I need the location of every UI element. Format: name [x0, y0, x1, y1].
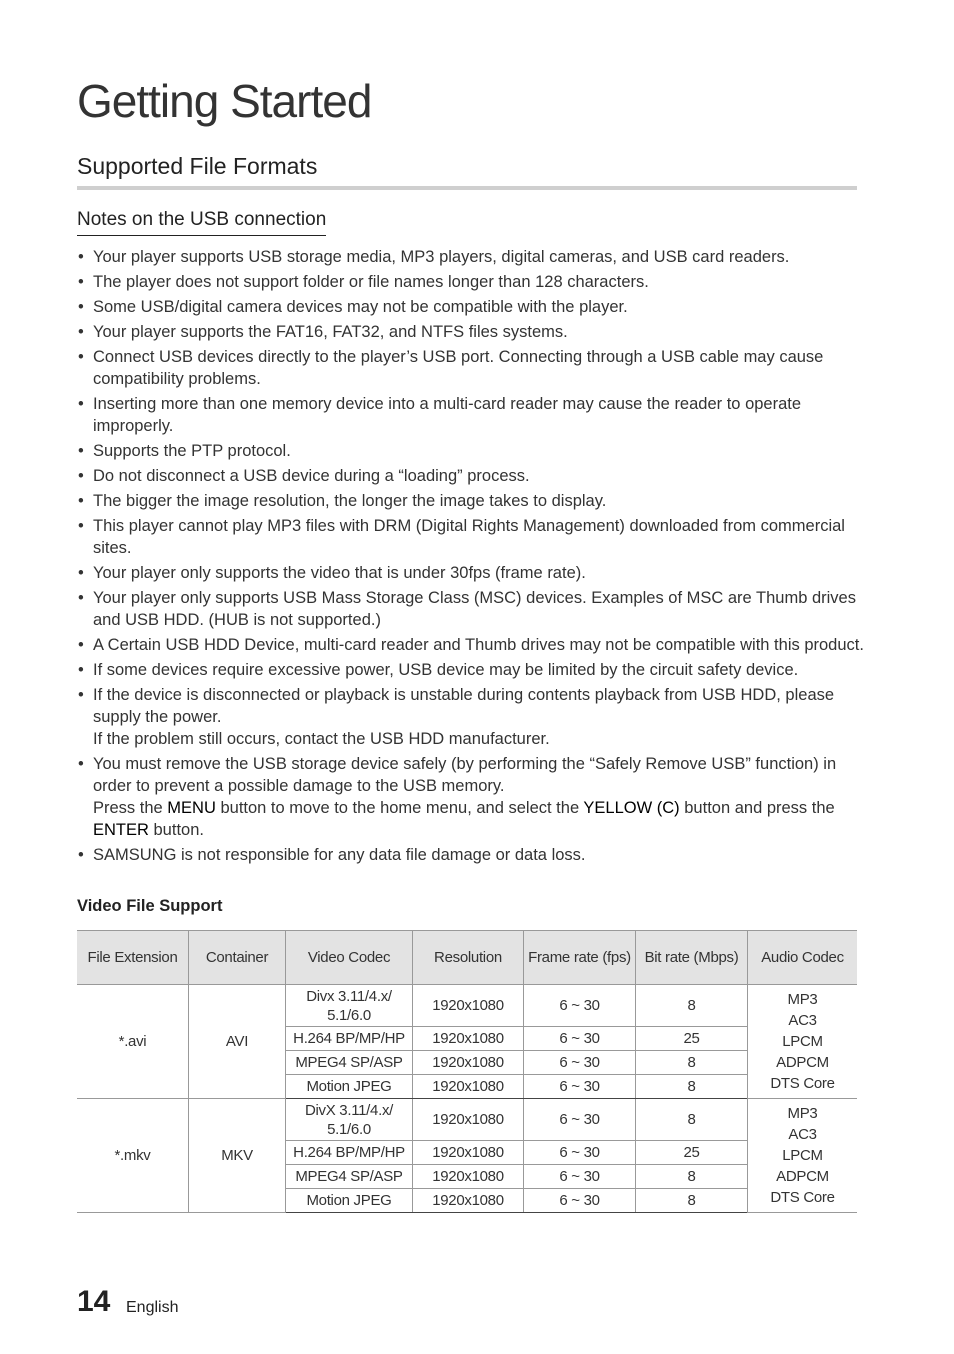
note-text: • This player cannot play MP3 files with DRM (Digital Rights Management) downloaded from commercial sites.: [93, 517, 845, 557]
header-audio-codec: Audio Codec: [748, 931, 858, 985]
note-item: [77, 346, 867, 390]
note-text: • The bigger the image resolution, the longer the image takes to display.: [93, 492, 607, 510]
table-group: [77, 985, 857, 1099]
cell-frame-rate: 6 ~ 30: [524, 1099, 636, 1141]
cell-resolution: 1920x1080: [413, 1027, 524, 1051]
press-text: button.: [148, 821, 204, 839]
cell-resolution: 1920x1080: [413, 1165, 524, 1189]
note-item: [77, 465, 867, 487]
page-language: English: [126, 1299, 179, 1316]
cell-video-codec: MPEG4 SP/ASP: [286, 1165, 413, 1189]
cell-video-codec: Motion JPEG: [286, 1189, 413, 1213]
note-text: • Supports the PTP protocol.: [93, 442, 291, 460]
section-title: Supported File Formats: [77, 153, 857, 190]
cell-frame-rate: 6 ~ 30: [524, 1051, 636, 1075]
audio-codec-item: AC3: [788, 1012, 817, 1029]
cell-resolution: 1920x1080: [413, 1099, 524, 1141]
cell-video-codec: DivX 3.11/4.x/ 5.1/6.0: [286, 1099, 413, 1141]
cell-resolution: 1920x1080: [413, 1075, 524, 1099]
table-row: [77, 1099, 857, 1141]
cell-frame-rate: 6 ~ 30: [524, 1075, 636, 1099]
note-item: [77, 659, 867, 681]
note-item: [77, 321, 867, 343]
note-text: • You must remove the USB storage device safely (by performing the “Safely Remove USB” function) in order to prevent a possible damage to the USB memory.: [93, 755, 837, 795]
cell-file-extension: *.avi: [77, 985, 189, 1099]
note-text: • Your player supports the FAT16, FAT32, and NTFS files systems.: [93, 323, 568, 341]
header-resolution: Resolution: [413, 931, 524, 985]
menu-button-label: MENU: [167, 799, 216, 817]
cell-container: AVI: [189, 985, 286, 1099]
audio-codec-item: LPCM: [782, 1033, 823, 1050]
cell-bit-rate: 8: [636, 1099, 748, 1141]
note-text: • A Certain USB HDD Device, multi-card reader and Thumb drives may not be compatible with this product.: [93, 636, 864, 654]
enter-button-label: ENTER: [93, 821, 149, 839]
page-number: 14: [77, 1285, 111, 1318]
page-title: Getting Started: [77, 75, 372, 127]
cell-frame-rate: 6 ~ 30: [524, 1189, 636, 1213]
header-file-extension: File Extension: [77, 931, 189, 985]
note-text: If the problem still occurs, contact the USB HDD manufacturer.: [93, 730, 550, 748]
cell-frame-rate: 6 ~ 30: [524, 1141, 636, 1165]
cell-video-codec: H.264 BP/MP/HP: [286, 1027, 413, 1051]
video-file-support-table: [77, 930, 857, 1213]
cell-file-extension: *.mkv: [77, 1099, 189, 1213]
note-item: [77, 271, 867, 293]
note-text: • Your player only supports the video that is under 30fps (frame rate).: [93, 564, 586, 582]
note-text: • The player does not support folder or file names longer than 128 characters.: [93, 273, 649, 291]
note-item: [77, 844, 867, 866]
cell-video-codec: Motion JPEG: [286, 1075, 413, 1099]
audio-codec-item: DTS Core: [770, 1075, 835, 1092]
cell-bit-rate: 8: [636, 1189, 748, 1213]
cell-video-codec: Divx 3.11/4.x/ 5.1/6.0: [286, 985, 413, 1027]
press-text: button and press the: [679, 799, 835, 817]
note-item: [77, 562, 867, 584]
header-video-codec: Video Codec: [286, 931, 413, 985]
note-item: [77, 440, 867, 462]
note-item: [77, 490, 867, 512]
cell-bit-rate: 8: [636, 1165, 748, 1189]
cell-frame-rate: 6 ~ 30: [524, 985, 636, 1027]
usb-notes-list: [77, 246, 867, 869]
table-group: [77, 1099, 857, 1213]
press-text: Press the: [93, 799, 168, 817]
cell-audio-codec: [748, 985, 858, 1099]
cell-audio-codec: [748, 1099, 858, 1213]
cell-video-codec: MPEG4 SP/ASP: [286, 1051, 413, 1075]
header-frame-rate: Frame rate (fps): [524, 931, 636, 985]
cell-frame-rate: 6 ~ 30: [524, 1165, 636, 1189]
press-text: button to move to the home menu, and select the: [215, 799, 584, 817]
table-row: [77, 985, 857, 1027]
table-header-row: [77, 931, 857, 985]
note-text: • If the device is disconnected or playback is unstable during contents playback from USB HDD, please supply the power.: [93, 686, 835, 726]
cell-frame-rate: 6 ~ 30: [524, 1027, 636, 1051]
subsection-title: Notes on the USB connection: [77, 209, 326, 236]
cell-bit-rate: 8: [636, 1075, 748, 1099]
note-item: [77, 246, 867, 268]
cell-video-codec: H.264 BP/MP/HP: [286, 1141, 413, 1165]
press-instruction: [93, 797, 867, 841]
audio-codec-item: MP3: [787, 991, 818, 1008]
note-item: [77, 296, 867, 318]
note-item: [77, 634, 867, 656]
note-text: • SAMSUNG is not responsible for any data file damage or data loss.: [93, 846, 586, 864]
cell-bit-rate: 25: [636, 1027, 748, 1051]
cell-resolution: 1920x1080: [413, 1141, 524, 1165]
cell-bit-rate: 25: [636, 1141, 748, 1165]
note-item: [77, 587, 867, 631]
header-container: Container: [189, 931, 286, 985]
audio-codec-item: AC3: [788, 1126, 817, 1143]
note-text: • Connect USB devices directly to the player’s USB port. Connecting through a USB cable may cause compatibility problems.: [93, 348, 824, 388]
audio-codec-item: LPCM: [782, 1147, 823, 1164]
yellow-button-label: YELLOW (C): [583, 799, 680, 817]
cell-resolution: 1920x1080: [413, 1051, 524, 1075]
note-text: • Your player supports USB storage media, MP3 players, digital cameras, and USB card readers.: [93, 248, 790, 266]
cell-bit-rate: 8: [636, 1051, 748, 1075]
cell-resolution: 1920x1080: [413, 1189, 524, 1213]
note-item: [77, 753, 867, 841]
cell-resolution: 1920x1080: [413, 985, 524, 1027]
audio-codec-item: DTS Core: [770, 1189, 835, 1206]
cell-container: MKV: [189, 1099, 286, 1213]
audio-codec-item: ADPCM: [776, 1054, 829, 1071]
note-text: • Your player only supports USB Mass Storage Class (MSC) devices. Examples of MSC are Thumb drives and USB HDD. (HUB is not supported.): [93, 589, 856, 629]
note-text: • Some USB/digital camera devices may not be compatible with the player.: [93, 298, 628, 316]
note-text: • Do not disconnect a USB device during a “loading” process.: [93, 467, 530, 485]
audio-codec-item: ADPCM: [776, 1168, 829, 1185]
note-text: • If some devices require excessive power, USB device may be limited by the circuit safety device.: [93, 661, 799, 679]
cell-bit-rate: 8: [636, 985, 748, 1027]
header-bit-rate: Bit rate (Mbps): [636, 931, 748, 985]
table-title: Video File Support: [77, 897, 223, 915]
note-item: [77, 684, 867, 750]
note-item: [77, 515, 867, 559]
audio-codec-item: MP3: [787, 1105, 818, 1122]
note-text: • Inserting more than one memory device into a multi-card reader may cause the reader to operate improperly.: [93, 395, 802, 435]
note-item: [77, 393, 867, 437]
